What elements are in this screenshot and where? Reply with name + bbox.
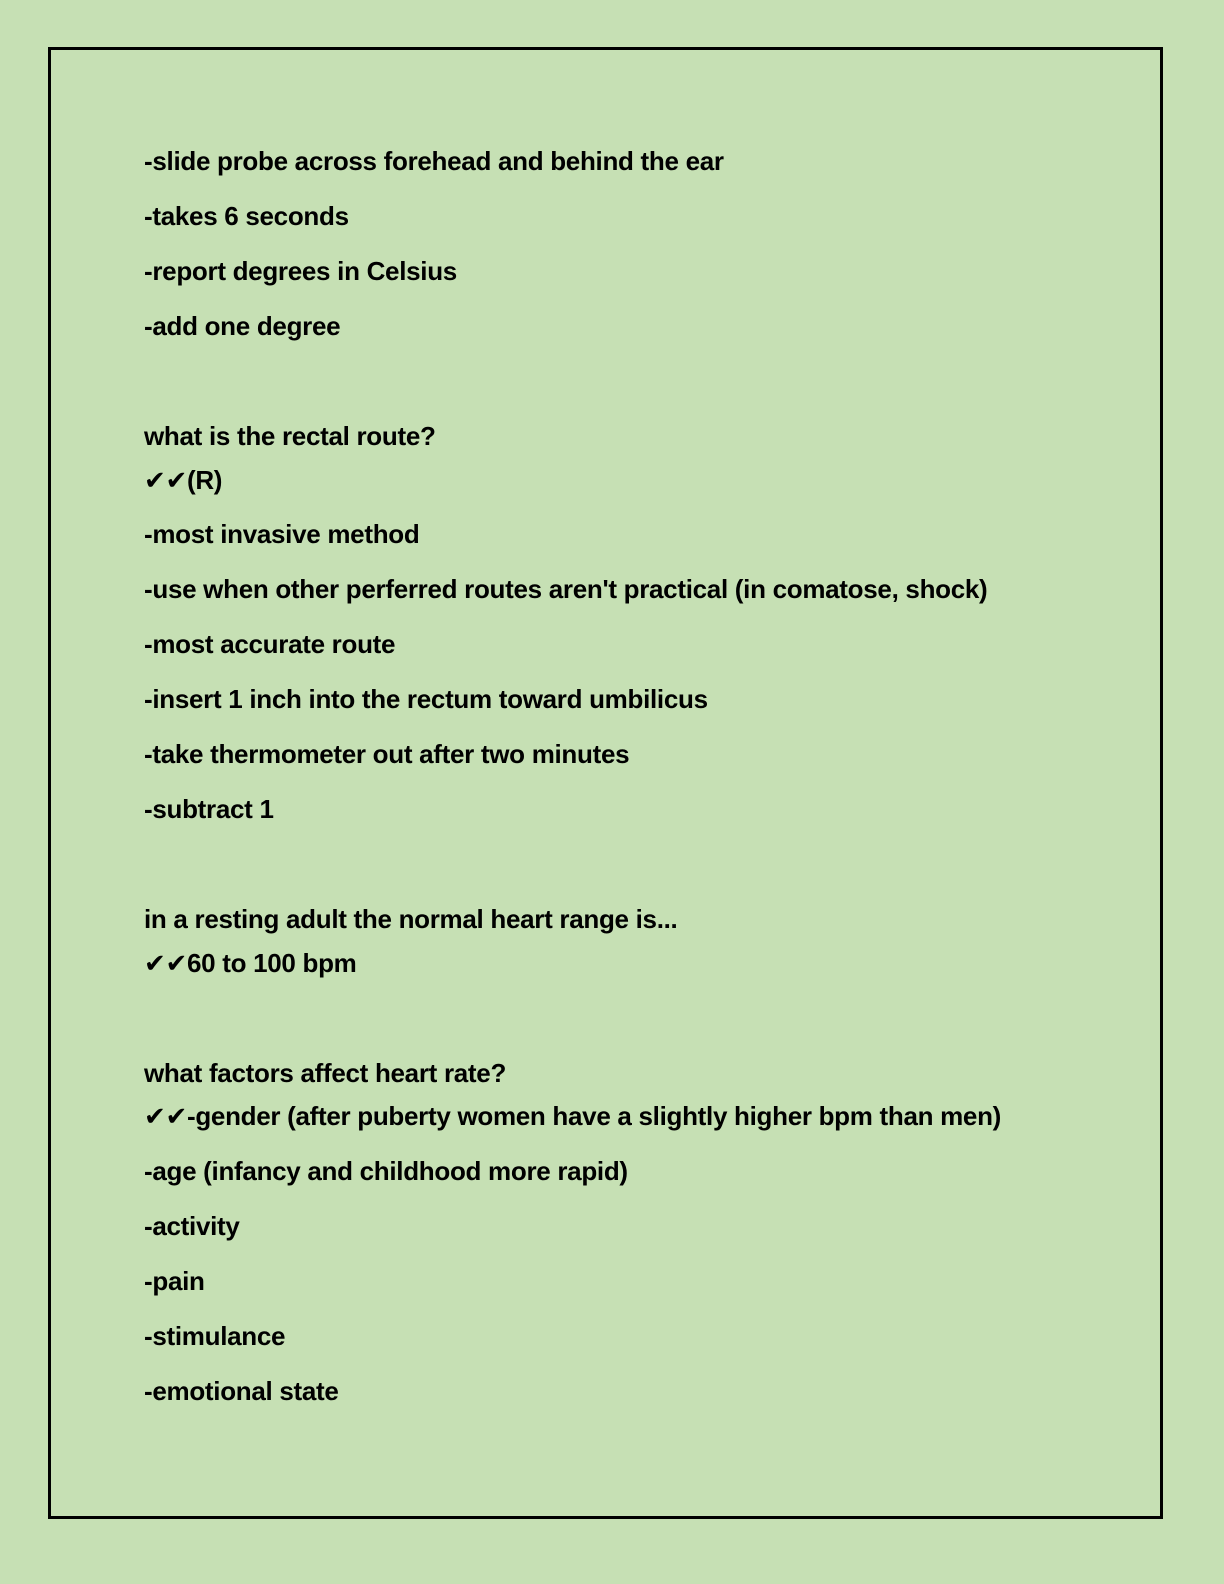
answer-line: -slide probe across forehead and behind the ear [144,146,724,176]
answer-line: ✔✔60 to 100 bpm [144,948,357,978]
answer-line: -most invasive method [144,519,420,549]
answer-line: ✔✔(R) [144,465,223,495]
answer-line: -subtract 1 [144,794,274,824]
answer-line: -use when other perferred routes aren't practical (in comatose, shock) [144,574,988,604]
answer-line: ✔✔-gender (after puberty women have a slightly higher bpm than men) [144,1101,1002,1131]
answer-line: -age (infancy and childhood more rapid) [144,1156,628,1186]
answer-line: -emotional state [144,1376,339,1406]
answer-line: -stimulance [144,1321,286,1351]
answer-line: -activity [144,1211,240,1241]
answer-line: -report degrees in Celsius [144,256,457,286]
answer-line: -insert 1 inch into the rectum toward umbilicus [144,684,708,714]
question-rectal-route: what is the rectal route? [144,421,436,451]
question-heart-range: in a resting adult the normal heart range is... [144,904,678,934]
answer-line: -takes 6 seconds [144,201,349,231]
question-heart-rate-factors: what factors affect heart rate? [144,1058,507,1088]
answer-line: -take thermometer out after two minutes [144,739,630,769]
answer-line: -most accurate route [144,629,396,659]
answer-line: -pain [144,1266,205,1296]
answer-line: -add one degree [144,311,341,341]
